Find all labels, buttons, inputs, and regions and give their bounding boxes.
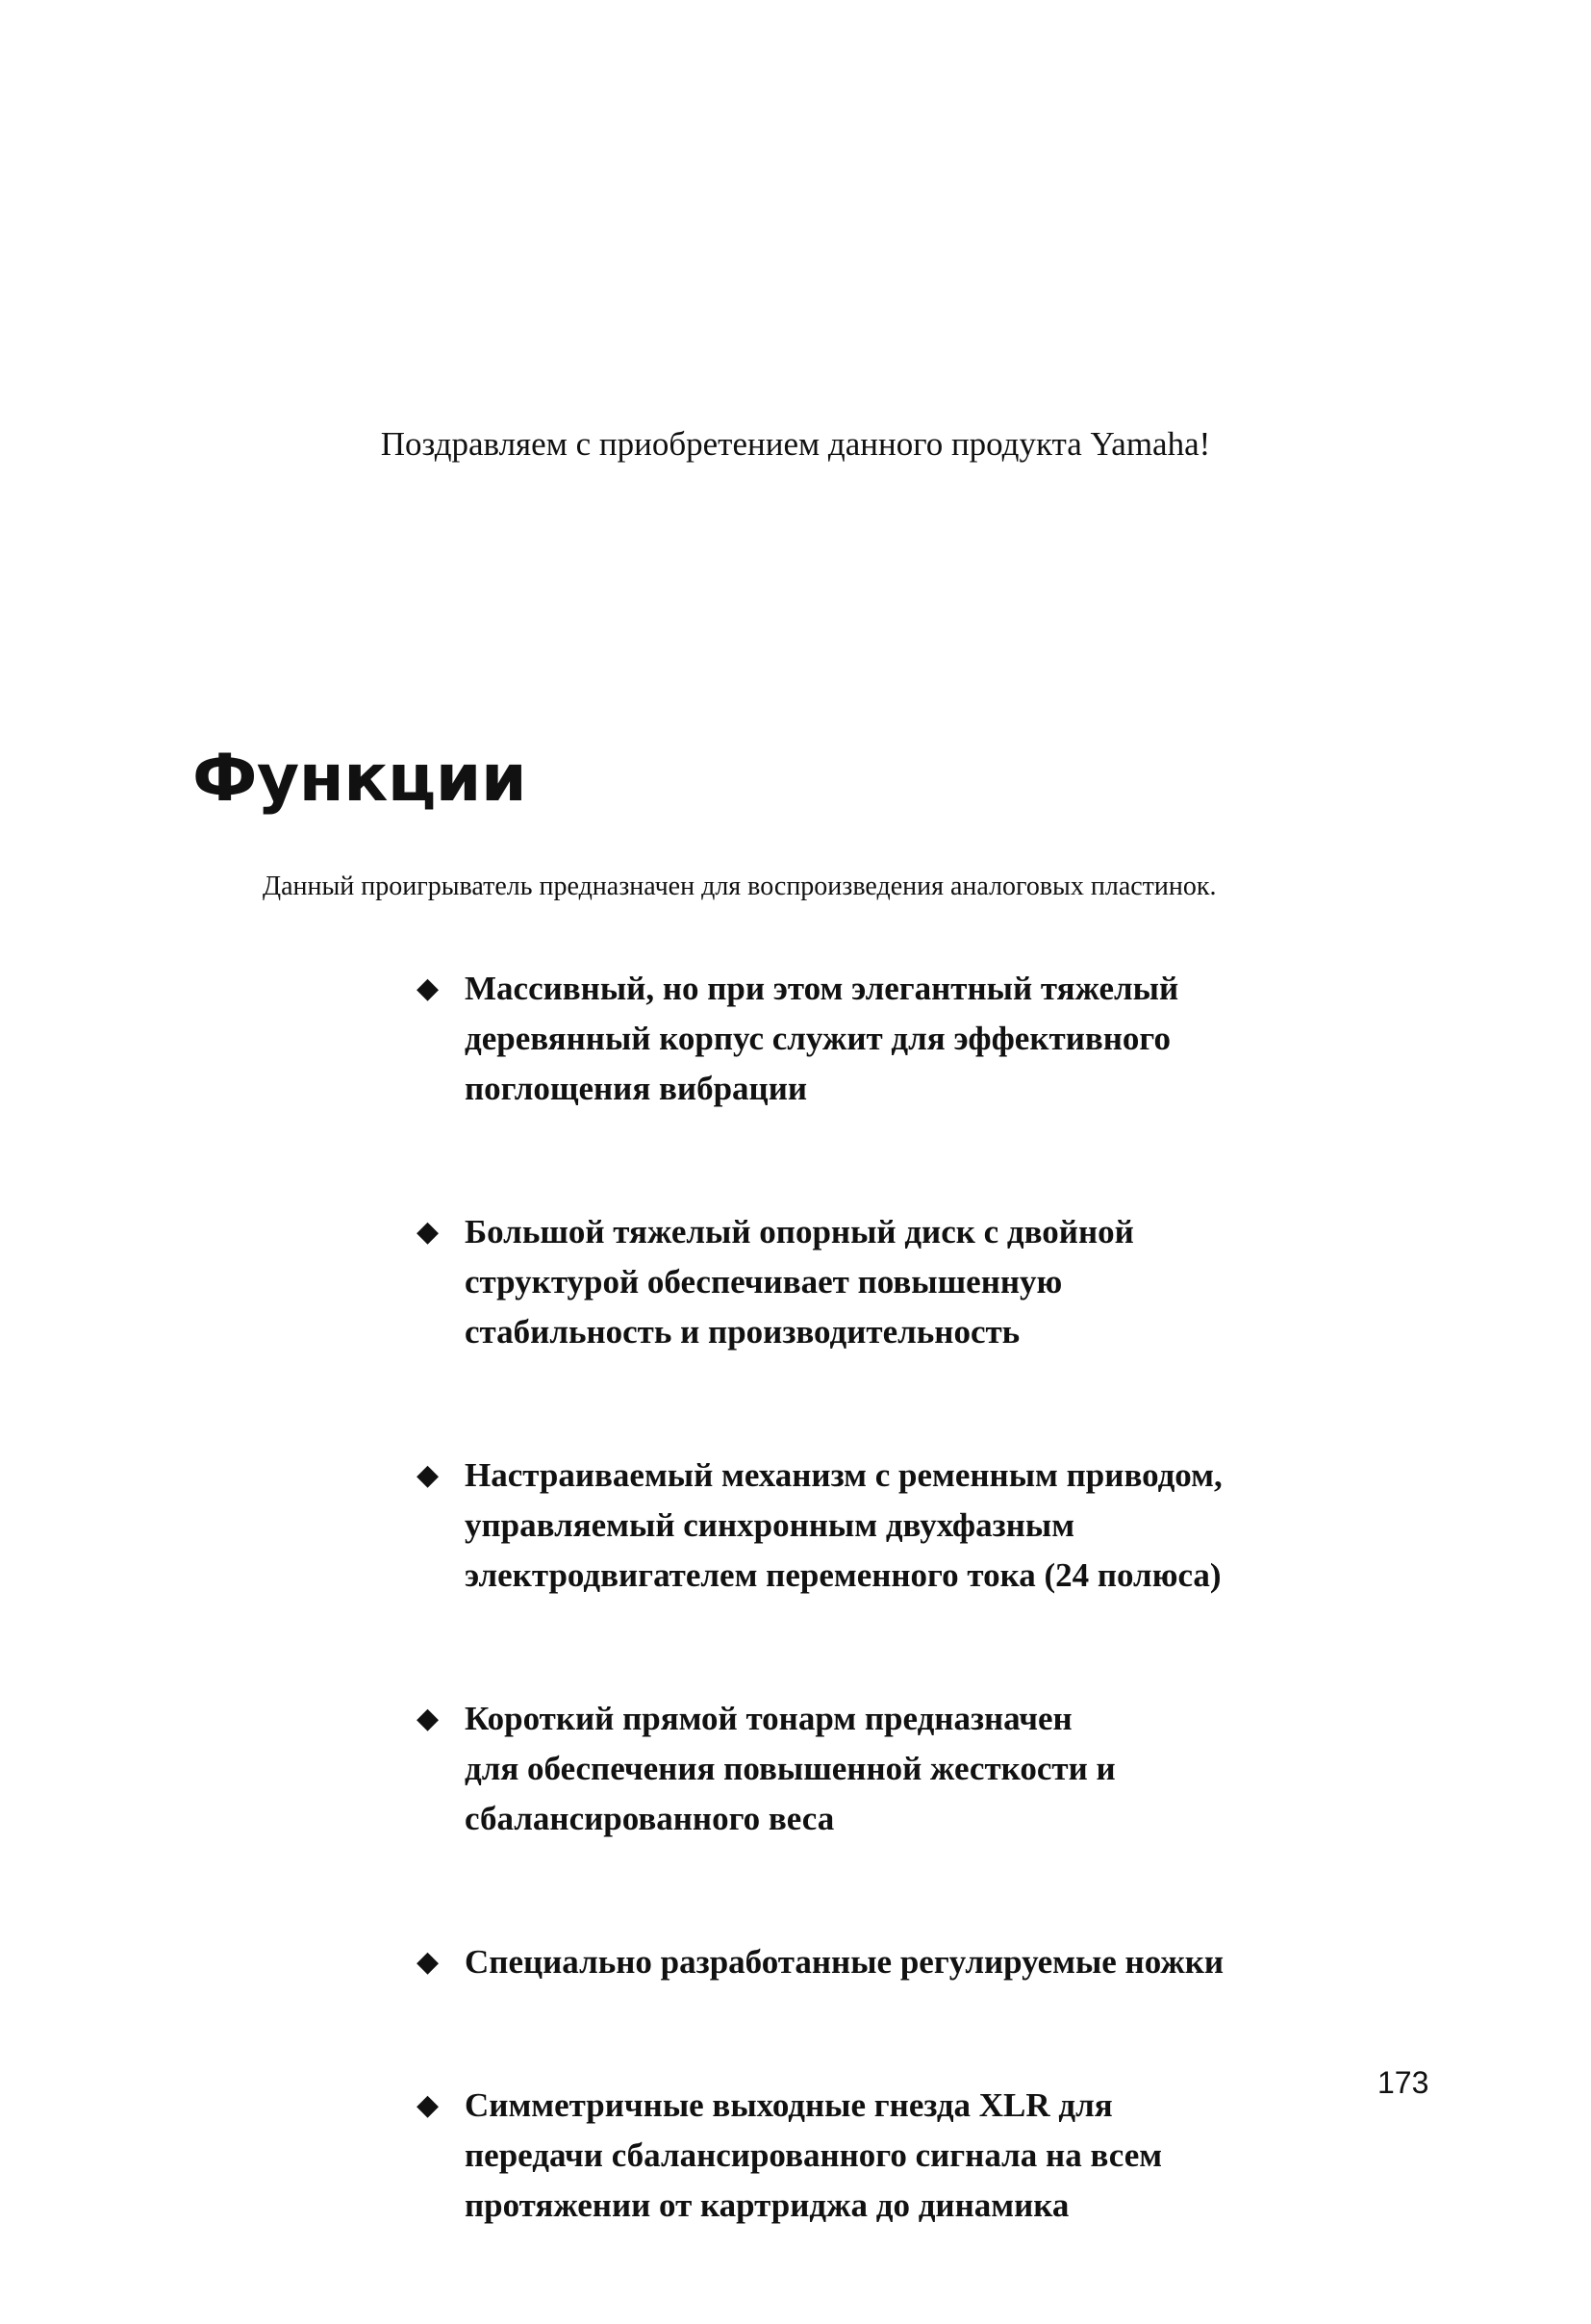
- feature-line: структурой обеспечивает повышенную: [465, 1263, 1063, 1301]
- section-title: Функции: [192, 741, 527, 817]
- feature-line: Настраиваемый механизм с ременным приводом,: [465, 1456, 1223, 1494]
- feature-line: Короткий прямой тонарм предназначен: [465, 1700, 1073, 1737]
- feature-line: для обеспечения повышенной жесткости и: [465, 1750, 1116, 1787]
- page-number: 173: [1377, 2065, 1429, 2100]
- section-intro: Данный проигрыватель предназначен для воспроизведения аналоговых пластинок.: [263, 872, 1217, 901]
- feature-line: управляемый синхронным двухфазным: [465, 1506, 1075, 1544]
- feature-line: Массивный, но при этом элегантный тяжелый: [465, 970, 1179, 1007]
- diamond-bullet-icon: ◆: [417, 1945, 440, 1979]
- feature-line: стабильность и производительность: [465, 1313, 1021, 1351]
- feature-line: поглощения вибрации: [465, 1070, 808, 1107]
- feature-line: деревянный корпус служит для эффективного: [465, 1020, 1171, 1057]
- feature-line: протяжении от картриджа до динамика: [465, 2186, 1070, 2224]
- feature-line: Большой тяжелый опорный диск с двойной: [465, 1213, 1134, 1250]
- feature-line: сбалансированного веса: [465, 1800, 835, 1837]
- diamond-bullet-icon: ◆: [417, 1215, 440, 1249]
- feature-line: электродвигателем переменного тока (24 полюса): [465, 1556, 1222, 1594]
- congratulations-text: Поздравляем с приобретением данного продукта Yamaha!: [380, 425, 1211, 463]
- diamond-bullet-icon: ◆: [417, 2088, 440, 2122]
- feature-line: Специально разработанные регулируемые ножки: [465, 1943, 1225, 1981]
- feature-item: [417, 1207, 1378, 1357]
- feature-item: [417, 1451, 1378, 1601]
- features-list: [417, 964, 1378, 2324]
- feature-item: [417, 964, 1378, 1114]
- diamond-bullet-icon: ◆: [417, 1702, 440, 1735]
- diamond-bullet-icon: ◆: [417, 1458, 440, 1492]
- diamond-bullet-icon: ◆: [417, 972, 440, 1005]
- feature-item: [417, 1694, 1378, 1844]
- feature-line: Симметричные выходные гнезда XLR для: [465, 2086, 1113, 2124]
- feature-item: [417, 2081, 1378, 2231]
- feature-line: передачи сбалансированного сигнала на всем: [465, 2136, 1163, 2174]
- feature-item: [417, 1937, 1378, 1987]
